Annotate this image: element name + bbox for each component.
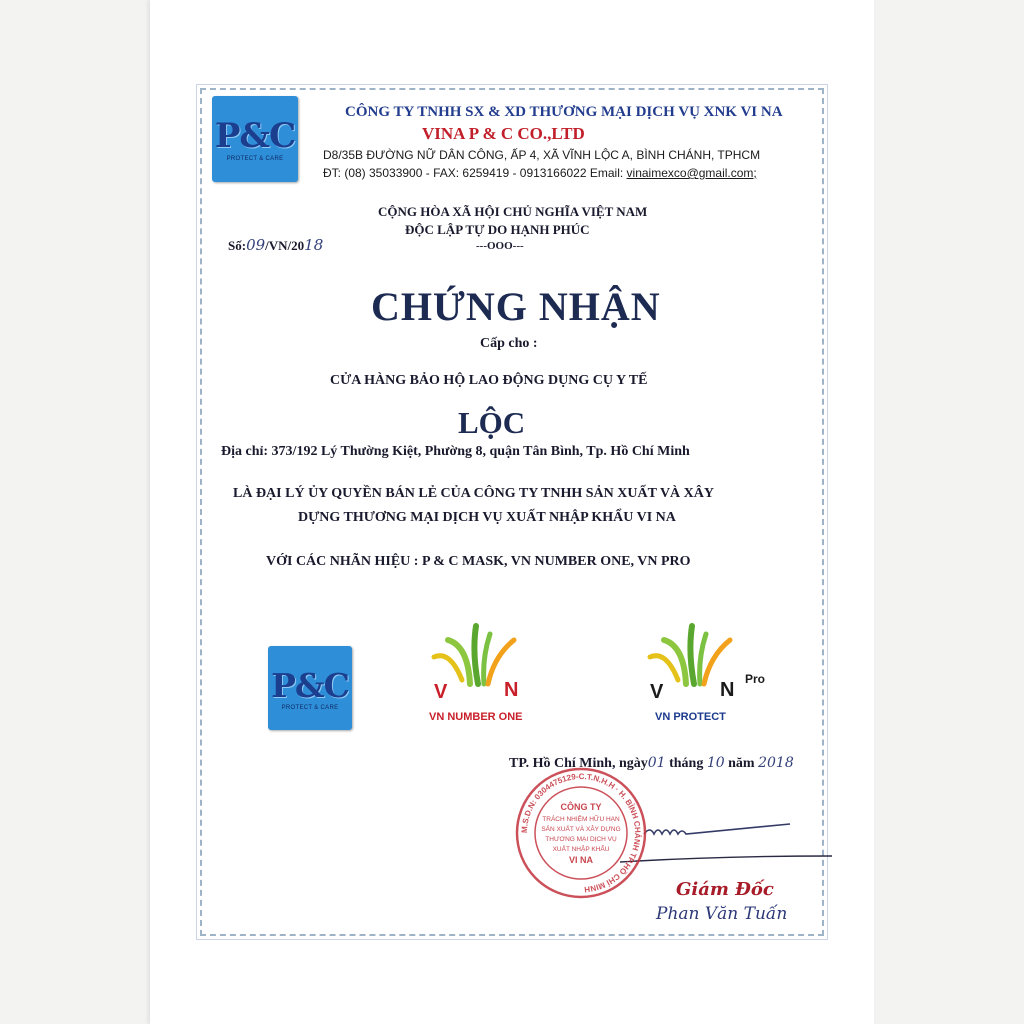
republic-heading: CỘNG HÒA XÃ HỘI CHỦ NGHĨA VIỆT NAM [378,204,648,219]
signatory-name: Phan Văn Tuấn [656,904,788,924]
company-contact [323,166,757,180]
store-type: CỬA HÀNG BẢO HỘ LAO ĐỘNG DỤNG CỤ Y TẾ [330,373,648,388]
stamp-line-5: XUẤT NHẬP KHẨU [552,846,610,853]
doc-number-middle: /VN/20 [265,238,305,253]
logo-tagline: PROTECT & CARE [226,156,284,162]
company-seal-stamp [514,766,648,900]
republic-motto: ĐỘC LẬP TỰ DO HẠNH PHÚC [405,222,590,237]
logo-mark: P&C [271,665,349,705]
date-month: 10 [706,755,725,771]
date-day: 01 [647,755,666,771]
company-logo [212,96,298,182]
pc-brand-logo [268,646,352,730]
vn-number-one-logo [428,622,548,712]
store-name: LỘC [458,405,526,440]
date-place: TP. Hồ Chí Minh, ngày [509,756,648,771]
ornament-divider: ---OOO--- [476,240,524,252]
pro-superscript: Pro [745,672,766,686]
vn-number-one-caption: VN NUMBER ONE [429,711,523,723]
logo-tagline: PROTECT & CARE [281,704,339,711]
signatory-title: Giám Đốc [676,879,774,900]
stamp-line-2: TRÁCH NHIỆM HỮU HẠN [542,816,620,823]
stamp-line-4: THƯƠNG MẠI DỊCH VỤ [545,836,617,843]
issued-to-label: Cấp cho : [480,336,538,351]
document-number [228,236,323,254]
contact-email: vinaimexco@gmail.com; [626,166,757,180]
brands-line: VỚI CÁC NHÃN HIỆU : P & C MASK, VN NUMBER ONE, VN PRO [266,554,691,569]
doc-number-handwritten: 09 [246,236,266,254]
letter-n: N [504,679,519,701]
stamp-line-6: VI NA [568,855,594,865]
company-address: D8/35B ĐƯỜNG NỮ DÂN CÔNG, ẤP 4, XÃ VĨNH LỘC A, BÌNH CHÁNH, TPHCM [323,148,761,162]
agent-statement-line1: LÀ ĐẠI LÝ ỦY QUYỀN BÁN LẺ CỦA CÔNG TY TNHH SẢN XUẤT VÀ XÂY [233,486,714,501]
stamp-ring-text: M.S.D.N: 0304475129-C.T.N.H.H · H. BÌNH CHÁNH TP.HỒ CHÍ MINH [519,771,643,894]
date-month-label: tháng [665,756,707,771]
stamp-line-1: CÔNG TY [560,802,602,812]
letter-n: N [720,679,735,701]
logo-mark: P&C [214,116,296,156]
contact-phones: ĐT: (08) 35033900 - FAX: 6259419 - 0913166022 Email: [323,166,627,180]
vn-protect-caption: VN PROTECT [655,711,726,723]
date-year: 2018 [758,755,794,771]
vn-protect-logo [646,622,756,712]
agent-statement-line2: DỰNG THƯƠNG MẠI DỊCH VỤ XUẤT NHẬP KHẨU VI NA [298,510,676,525]
company-name: CÔNG TY TNHH SX & XD THƯƠNG MẠI DỊCH VỤ XNK VI NA [345,104,783,120]
doc-number-prefix: Số: [228,238,247,253]
certificate-title: CHỨNG NHẬN [371,284,661,329]
doc-number-year-handwritten: 18 [304,236,324,254]
letter-v: V [434,681,448,703]
date-year-label: năm [724,756,759,771]
letter-v: V [650,681,664,703]
store-address: Địa chỉ: 373/192 Lý Thường Kiệt, Phường 8, quận Tân Bình, Tp. Hồ Chí Minh [221,444,690,459]
company-short-name: VINA P & C CO.,LTD [422,124,585,143]
stamp-line-3: SẢN XUẤT VÀ XÂY DỰNG [541,826,621,833]
